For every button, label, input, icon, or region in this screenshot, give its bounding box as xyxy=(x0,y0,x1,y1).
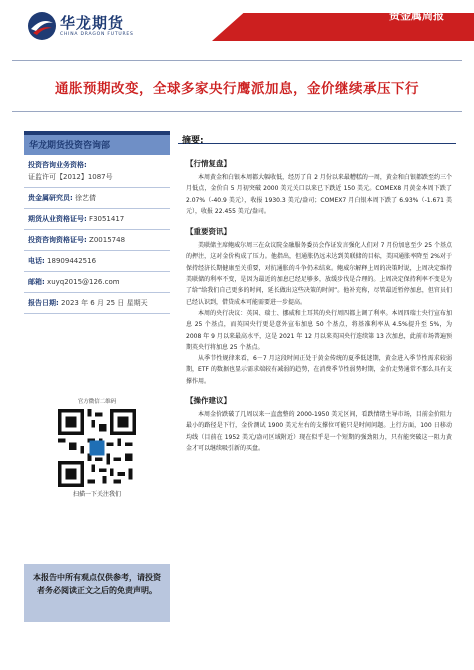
sidebar-advisory xyxy=(24,230,170,251)
license-value: F3051417 xyxy=(89,215,125,223)
phone-label: 电话: xyxy=(28,257,45,265)
news-heading: 【重要资讯】 xyxy=(186,227,231,237)
market-review-paragraph: 本周黄金和白银本周都大幅收低，经历了自 2 月份以来最糟糕的一周，黄金和白银都跌至约三个月低点，金价自 5 月初突破 2000 美元关口以来已下跌近 150 美元。COMEX8 月黄金本周下跌了 2.07%（-40.9 美元），收报 1930.3 美元/盎司；COMEX7 月白银本周下跌了 6.93%（-1.671 美元），收报 22.455 美元/盎司。 xyxy=(186,174,452,215)
analyst-label: 贵金属研究员: xyxy=(28,194,73,202)
company-name-en: CHINA DRAGON FUTURES xyxy=(60,32,134,37)
phone-value: 18909442516 xyxy=(47,257,97,265)
advice-paragraph: 本周金价跌破了几周以来一直盘整的 2000-1950 美元区间，看跌情绪主导市场，目前金价阻力最小的路径是下行，金价测试 1900 美元左右的支撑位可能只是时间问题。上行方面，100 日移动均线（目前在 1952 美元/盎司区域附近）现在似乎是一个短期的强劲阻力，只有能突破这一阻力黄金才可以继续吸引新的买盘。 xyxy=(186,411,452,452)
qr-top-label: 官方微信二维码 xyxy=(77,399,117,405)
advice-heading: 【操作建议】 xyxy=(186,396,231,406)
report-body xyxy=(178,131,452,454)
sidebar-license xyxy=(24,209,170,230)
sidebar-analyst xyxy=(24,188,170,209)
company-name: 华龙期货 xyxy=(60,14,125,32)
qr-bottom-label: 扫描一下关注我们 xyxy=(72,491,121,498)
company-logo-icon xyxy=(27,11,57,41)
news-paragraph-2: 本周的央行决议：英国、瑞士、挪威和土耳其的央行周四都上调了利率。本周四瑞士央行宣布加息 25 个基点，而英国央行更是意外宣布加息 50 个基点，将基准利率从 4.5%提升至 5%，为 2008 年 9 月以来最高水平，这是 2021 年 12 月以来英国央行连续第 13 次加息，此前市场普遍预期英央行将加息 25 个基点。 xyxy=(186,309,452,351)
title-box xyxy=(12,60,462,112)
sidebar-phone xyxy=(24,251,170,272)
license-label: 期货从业资格证号: xyxy=(28,215,87,223)
summary-heading: 摘要: xyxy=(182,136,204,146)
date-label: 报告日期: xyxy=(28,299,59,307)
analyst-name: 徐艺倩 xyxy=(75,194,97,202)
advisory-value: Z0015748 xyxy=(89,236,126,244)
report-header xyxy=(0,0,474,52)
disclaimer-note: 本报告中所有观点仅供参考，请投资者务必阅读正文之后的免责声明。 xyxy=(24,564,170,622)
email-label: 邮箱: xyxy=(28,278,45,286)
qualification-value: 证监许可【2012】1087号 xyxy=(28,173,113,181)
sidebar-date xyxy=(24,293,170,314)
news-paragraph-3: 从季节性规律来看，6－7 月这段时间正处于黄金传统的夏季低迷期，黄金进入季节性需求较弱期，ETF 的数据也显示需求端较有减弱的趋势，在消费季节性弱势时期，金价走势通常不那么具有支撑作用。 xyxy=(186,355,452,385)
market-review-heading: 【行情复盘】 xyxy=(186,159,231,168)
email-value[interactable]: xuyq2015@126.com xyxy=(47,278,120,286)
wechat-qr-block xyxy=(48,397,146,505)
analyst-sidebar xyxy=(24,131,170,314)
news-paragraph-1: 美联储主席鲍威尔周三在众议院金融服务委员会作证发言强化人们对 7 月份加息至少 25 个基点的押注，这对金价构成了压力。他指出，但通胀仍远未达到美联储的目标，美国通胀率降至 2%对于保持经济长期健康至关重要，对抗通胀的斗争仍未结束。鲍威尔解释上周的决策时说，上周决定维持美联储的利率不变，是因为最近的加息已经足够多，放缓步伐是合理的。上周决定保持利率不变是为了给“给我们自己更多的时间，延长做出这些决策的时间”。他补充称，尽管最近暂停加息，但官员们已经认识到，借贷成本可能需要进一步提高。 xyxy=(186,242,452,306)
qr-code-icon[interactable] xyxy=(58,409,136,487)
sidebar-dept: 华龙期货投资咨询部 xyxy=(24,131,170,155)
report-title: 通胀预期改变，全球多家央行鹰派加息，金价继续承压下行 xyxy=(55,81,419,97)
sidebar-qualification xyxy=(24,155,170,188)
sidebar-email xyxy=(24,272,170,293)
advisory-label: 投资咨询资格证号: xyxy=(28,236,87,244)
date-value: 2023 年 6 月 25 日 星期天 xyxy=(61,299,148,307)
qualification-label: 投资咨询业务资格: xyxy=(28,161,87,169)
report-type-label: 贵金属周报 xyxy=(389,9,444,22)
